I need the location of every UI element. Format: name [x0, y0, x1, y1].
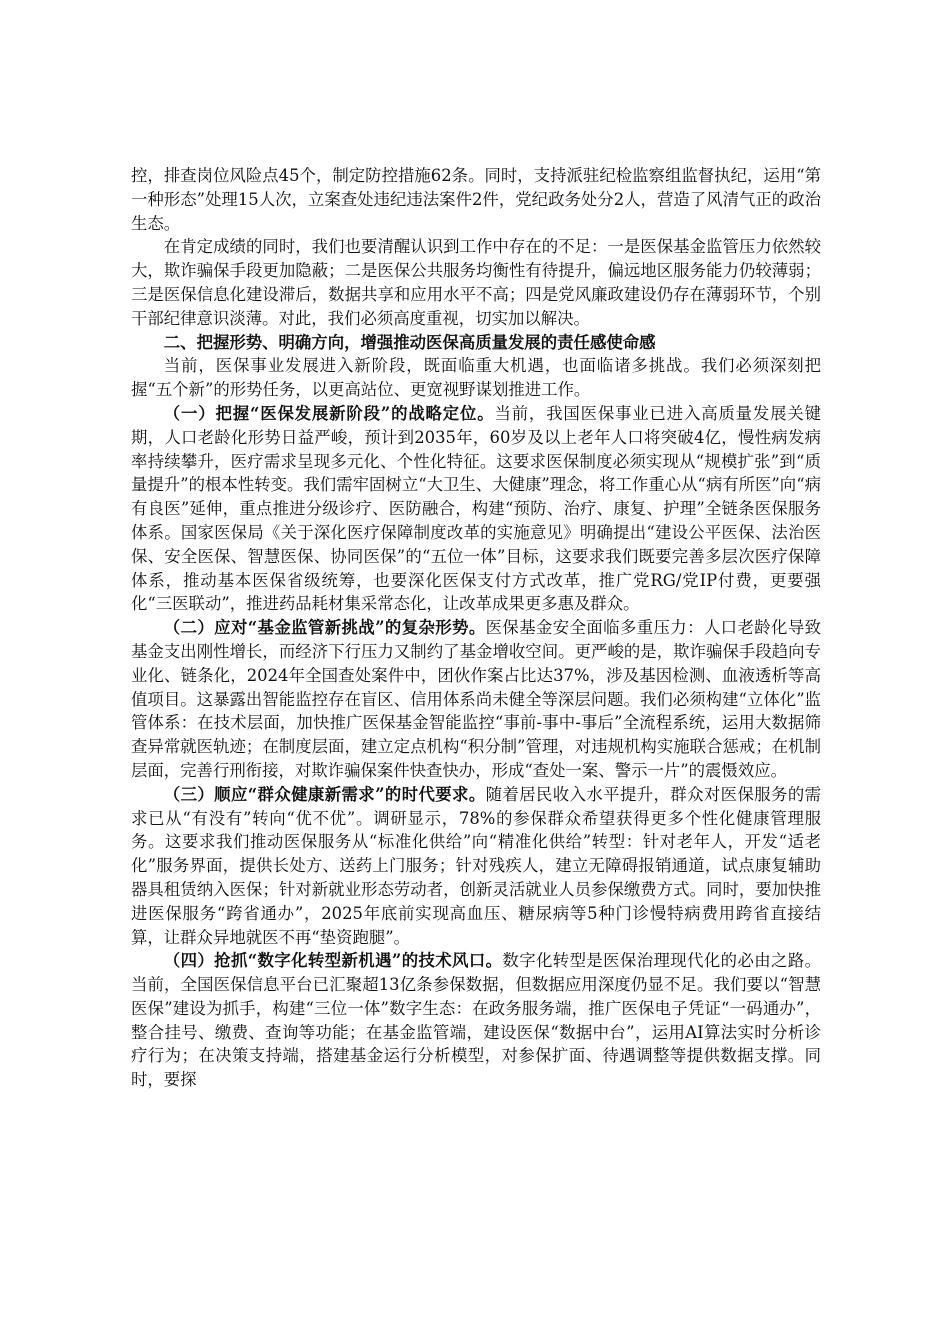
paragraph-text: 随着居民收入水平提升，群众对医保服务的需求已从“有没有”转向“优不优”。调研显示，78%的参保群众希望获得更多个性化健康管理服务。这要求我们推动医保服务从“标准化供给”向“精准化供给”转型：针对老年人，开发“适老化”服务界面，提供长处方、送药上门服务；针对残疾人，建立无障碍报销通道，试点康复辅助器具租赁纳入医保；针对新就业形态劳动者，创新灵活就业人员参保缴费方式。同时，要加快推进医保服务“跨省通办”，2025年底前实现高血压、糖尿病等5种门诊慢特病费用跨省直接结算，让群众异地就医不再“垫资跑腿”。 — [131, 784, 822, 947]
subsection-1 — [131, 402, 821, 616]
document-page — [131, 164, 821, 1092]
paragraph-3 — [131, 354, 821, 402]
subsection-3 — [131, 783, 821, 950]
paragraph-text: 当前，我国医保事业已进入高质量发展关键期，人口老龄化形势日益严峻，预计到2035年，60岁及以上老年人口将突破4亿，慢性病发病率持续攀升，医疗需求呈现多元化、个性化特征。这要求医保制度必须实现从“规模扩张”到“质量提升”的根本性转变。我们需牢固树立“大卫生、大健康”理念，将工作重心从“病有所医”向“病有良医”延伸，重点推进分级诊疗、医防融合，构建“预防、治疗、康复、护理”全链条医保服务体系。国家医保局《关于深化医疗保障制度改革的实施意见》明确提出“建设公平医保、法治医保、安全医保、智慧医保、协同医保”的“五位一体”目标，这要求我们既要完善多层次医疗保障体系，推动基本医保省级统筹，也要深化医保支付方式改革，推广党RG/党IP付费，更要强化“三医联动”，推进药品耗材集采常态化，让改革成果更多惠及群众。 — [131, 403, 821, 614]
paragraph-text: 数字化转型是医保治理现代化的必由之路。当前，全国医保信息平台已汇聚超13亿条参保数据，但数据应用深度仍显不足。我们要以“智慧医保”建设为抓手，构建“三位一体”数字生态：在政务服务端，推广医保电子凭证“一码通办”，整合挂号、缴费、查询等功能；在基金监管端，建设医保“数据中台”，运用AI算法实时分析诊疗行为；在决策支持端，搭建基金运行分析模型，对参保扩面、待遇调整等提供数据支撑。同时，要探 — [131, 951, 821, 1090]
subsection-lead: （二）应对“基金监管新挑战”的复杂形势。 — [163, 618, 486, 638]
paragraph-2 — [131, 235, 821, 330]
paragraph-text: 控，排查岗位风险点45个，制定防控措施62条。同时，支持派驻纪检监察组监督执纪，运用“第一种形态”处理15人次，立案查处违纪违法案件2件，党纪政务处分2人，营造了风清气正的政治生态。 — [131, 166, 821, 233]
paragraph-text: 在肯定成绩的同时，我们也要清醒认识到工作中存在的不足：一是医保基金监管压力依然较大，欺诈骗保手段更加隐蔽；二是医保公共服务均衡性有待提升，偏远地区服务能力仍较薄弱；三是医保信息化建设滞后，数据共享和应用水平不高；四是党风廉政建设仍存在薄弱环节，个别干部纪律意识淡薄。对此，我们必须高度重视，切实加以解决。 — [131, 237, 821, 328]
section-heading: 二、把握形势、明确方向，增强推动医保高质量发展的责任感使命感 — [163, 332, 656, 352]
paragraph-text: 医保基金安全面临多重压力：人口老龄化导致基金支出刚性增长，而经济下行压力又制约了基金增收空间。更严峻的是，欺诈骗保手段趋向专业化、链条化，2024年全国查处案件中，团伙作案占比达37%，涉及基因检测、血液透析等高值项目。这暴露出智能监控存在盲区、信用体系尚未健全等深层问题。我们必须构建“立体化”监管体系：在技术层面，加快推广医保基金智能监控“事前-事中-事后”全流程系统，运用大数据筛查异常就医轨迹；在制度层面，建立定点机构“积分制”管理，对违规机构实施联合惩戒；在机制层面，完善行刑衔接，对欺诈骗保案件快查快办，形成“查处一案、警示一片”的震慑效应。 — [131, 618, 822, 780]
subsection-lead: （一）把握“医保发展新阶段”的战略定位。 — [163, 403, 495, 423]
paragraph-text: 当前，医保事业发展进入新阶段，既面临重大机遇，也面临诸多挑战。我们必须深刻把握“五个新”的形势任务，以更高站位、更宽视野谋划推进工作。 — [131, 356, 821, 400]
subsection-2 — [131, 616, 821, 783]
paragraph-1 — [131, 164, 821, 235]
subsection-lead: （三）顺应“群众健康新需求”的时代要求。 — [163, 784, 486, 804]
subsection-lead: （四）抢抓“数字化转型新机遇”的技术风口。 — [163, 951, 503, 971]
subsection-4 — [131, 949, 821, 1092]
